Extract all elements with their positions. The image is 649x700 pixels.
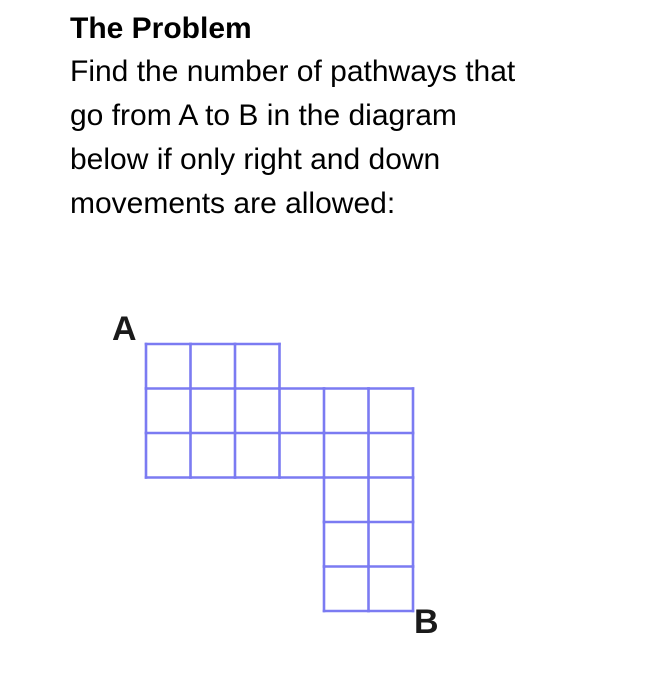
problem-title: The Problem xyxy=(70,12,252,45)
problem-text-line: movements are allowed: xyxy=(70,187,396,220)
problem-text-line: below if only right and down xyxy=(70,143,441,176)
end-label-b: B xyxy=(414,603,439,641)
problem-text-line: go from A to B in the diagram xyxy=(70,99,457,132)
grid-lines xyxy=(146,344,413,611)
problem-text-line: Find the number of pathways that xyxy=(70,55,516,88)
start-label-a: A xyxy=(112,310,137,348)
